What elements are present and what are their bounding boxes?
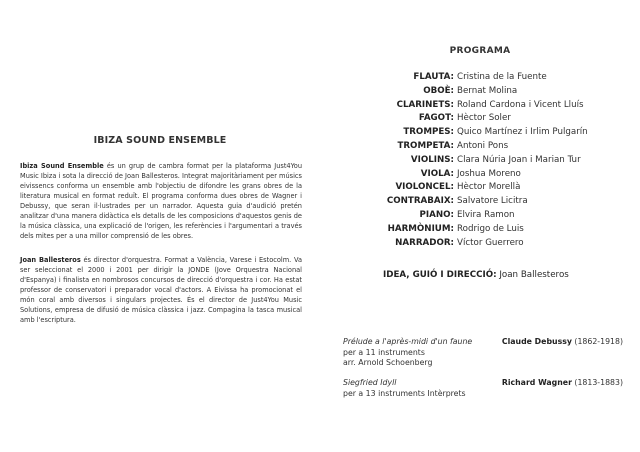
roster-name: Salvatore Licitra: [457, 196, 528, 207]
roster-role: PIANO:: [419, 209, 454, 220]
roster-row-fagot: [320, 113, 640, 127]
roster-row-trompeta: [320, 141, 640, 155]
direction-role: IDEA, GUIÓ I DIRECCIÓ:: [383, 270, 497, 280]
roster-name: Roland Cardona i Vicent Lluís: [457, 99, 584, 110]
roster-name: Antoni Pons: [457, 140, 509, 151]
composer-name: Claude Debussy: [501, 337, 572, 346]
roster-role: OBOÈ:: [423, 85, 454, 96]
musician-roster: [320, 72, 640, 251]
work-wagner: [343, 378, 623, 399]
direction-name: Joan Ballesteros: [499, 270, 569, 280]
director-bio: [20, 255, 302, 325]
ensemble-title: IBIZA SOUND ENSEMBLE: [93, 135, 227, 146]
roster-role: TROMPES:: [403, 127, 454, 138]
program-title: PROGRAMA: [449, 46, 511, 56]
roster-name: Clara Núria Joan i Marian Tur: [457, 154, 581, 165]
work-debussy: [343, 337, 623, 369]
roster-row-piano: [320, 210, 640, 224]
roster-name: Elvira Ramon: [457, 209, 515, 220]
roster-row-oboe: [320, 86, 640, 100]
roster-name: Cristina de la Fuente: [457, 72, 547, 82]
roster-name: Bernat Molina: [457, 85, 518, 96]
roster-row-contrabaix: [320, 196, 640, 210]
roster-role: CONTRABAIX:: [386, 196, 454, 207]
roster-name: Víctor Guerrero: [457, 237, 524, 248]
roster-role: NARRADOR:: [395, 237, 454, 248]
roster-row-violoncel: [320, 182, 640, 196]
work-instrumentation: per a 11 instruments: [343, 347, 425, 357]
composer-credit: [502, 378, 623, 389]
ensemble-description-text: és un grup de cambra format per la plataforma Just4You Music Ibiza i sota la direcció de Joan Ballesteros. Integrat majoritàriament per músics eivissencs conforma un ensemble amb l'objectiu de difondre les grans obres de la literatura musical en format reduït. El programa conforma dues obres de Wagner i Debussy, que seran il·lustrades per un narrador. Aquesta guia d'audició pretén analitzar d'una manera didàctica els detalls de les composicions d'aquestos genis de la música clàssica, una explicació de l'origen, les referències i l'argumentari a través dels mites per a una millor comprensió de les obres.: [20, 162, 302, 240]
director-bio-text: és director d'orquestra. Format a València, Varese i Estocolm. Va ser seleccionat el 2000 i 2001 per dirigir la JONDE (Jove Orquestra Nacional d'Espanya) i finalista en nombrosos concursos de direcció d'orquestra i cor. Ha estat professor de conservatori i preparador vocal d'actors. A Eivissa ha promocionat el món coral amb diversos i singulars projectes. És el director de Just4You Music Solutions, empresa de difusió de música clàssica i jazz. Compagina la tasca musical amb l'escriptura.: [20, 256, 302, 324]
roster-row-harmonium: [320, 224, 640, 238]
roster-name: Hèctor Morellà: [457, 182, 521, 193]
roster-role: FAGOT:: [418, 113, 454, 124]
roster-name: Quico Martínez i Irlim Pulgarín: [457, 127, 588, 138]
roster-role: VIOLONCEL:: [395, 182, 454, 193]
composer-years: (1862-1918): [571, 337, 623, 346]
roster-role: VIOLINS:: [410, 154, 454, 165]
roster-row-trompes: [320, 127, 640, 141]
roster-row-narrador: [320, 238, 640, 252]
roster-row-viola: [320, 169, 640, 183]
direction-credit: [383, 270, 569, 280]
roster-role: VIOLA:: [420, 168, 454, 179]
work-title: Prélude a l'après-midi d'un faune: [343, 337, 473, 346]
roster-role: TROMPETA:: [397, 140, 454, 151]
right-page: [320, 0, 640, 452]
composer-credit: [502, 337, 623, 348]
roster-row-clarinets: [320, 100, 640, 114]
roster-row-violins: [320, 155, 640, 169]
roster-name: Hèctor Soler: [457, 113, 511, 124]
composer-name: Richard Wagner: [501, 378, 572, 387]
work-title: Siegfried Idyll: [343, 378, 397, 387]
work-instrumentation: per a 13 instruments Intèrprets: [343, 388, 466, 398]
roster-role: CLARINETS:: [396, 99, 454, 110]
ensemble-name: Ibiza Sound Ensemble: [20, 162, 104, 170]
ensemble-description: [20, 161, 302, 241]
roster-name: Rodrigo de Luis: [457, 223, 524, 234]
roster-role: HARMÒNIUM:: [387, 223, 454, 234]
composer-years: (1813-1883): [571, 378, 623, 387]
director-name: Joan Ballesteros: [20, 256, 81, 264]
roster-row-flauta: [320, 72, 640, 86]
roster-name: Joshua Moreno: [457, 168, 521, 179]
roster-role: FLAUTA:: [413, 72, 454, 82]
work-arrangement: arr. Arnold Schoenberg: [343, 358, 433, 367]
